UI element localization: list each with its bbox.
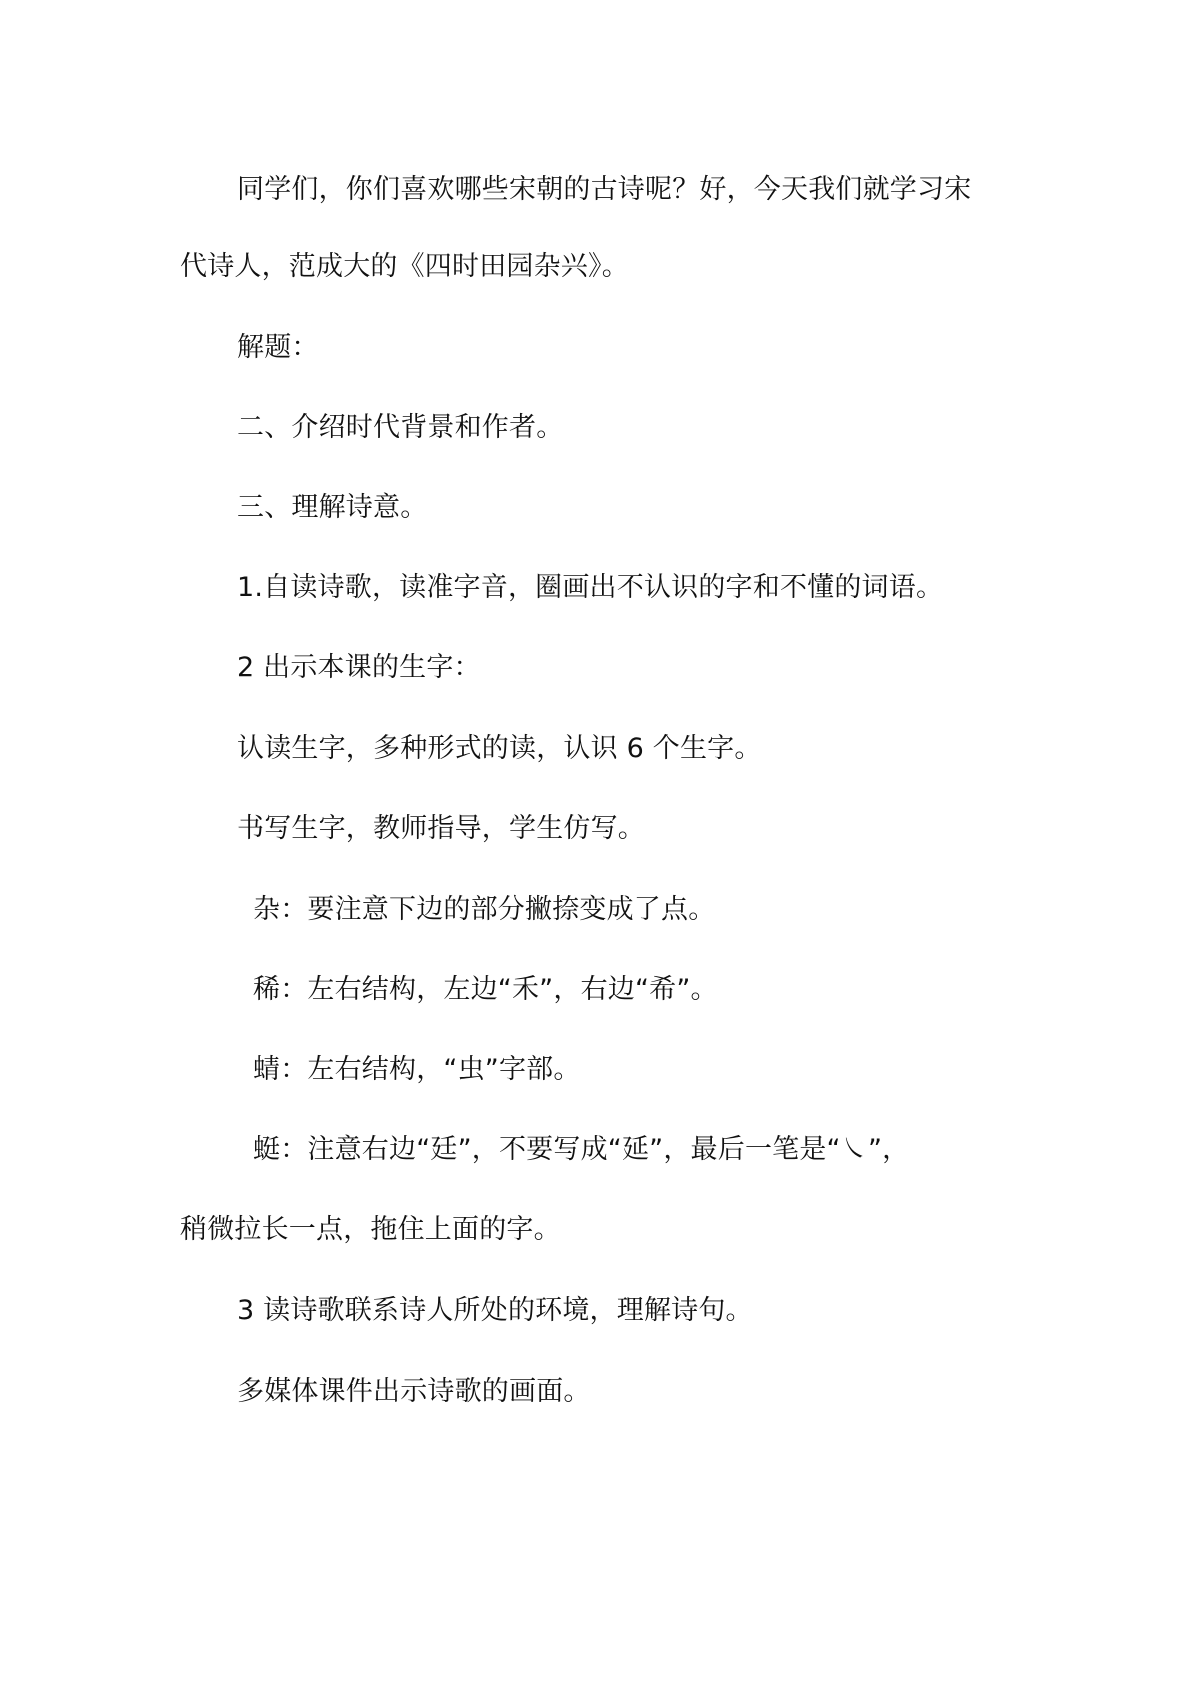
paragraph-intro-line-1: 同学们，你们喜欢哪些宋朝的古诗呢？好，今天我们就学习宋: [237, 174, 972, 205]
character-note-za: 杂：要注意下边的部分撇捺变成了点。: [253, 894, 716, 925]
step-three-text: 3 读诗歌联系诗人所处的环境，理解诗句。: [237, 1295, 753, 1326]
character-note-xi: 稀：左右结构，左边“禾”，右边“希”。: [253, 974, 718, 1005]
section-three-heading: 三、理解诗意。: [237, 492, 428, 523]
step-one-text: 1.自读诗歌，读准字音，圈画出不认识的字和不懂的词语。: [237, 572, 944, 603]
character-note-ting-line-2: 稍微拉长一点，拖住上面的字。: [180, 1214, 561, 1245]
multimedia-text: 多媒体课件出示诗歌的画面。: [237, 1376, 591, 1407]
section-two-heading: 二、介绍时代背景和作者。: [237, 412, 564, 443]
character-note-ting-line-1: 蜓：注意右边“廷”，不要写成“延”，最后一笔是“㇏”，: [253, 1134, 910, 1165]
recognize-characters-text: 认读生字，多种形式的读，认识 6 个生字。: [237, 733, 762, 764]
character-note-qing: 蜻：左右结构，“虫”字部。: [253, 1054, 581, 1085]
paragraph-intro-line-2: 代诗人，范成大的《四时田园杂兴》。: [180, 251, 629, 282]
write-characters-text: 书写生字，教师指导，学生仿写。: [237, 813, 645, 844]
step-two-heading: 2 出示本课的生字：: [237, 652, 481, 683]
heading-jieti: 解题：: [237, 332, 319, 363]
